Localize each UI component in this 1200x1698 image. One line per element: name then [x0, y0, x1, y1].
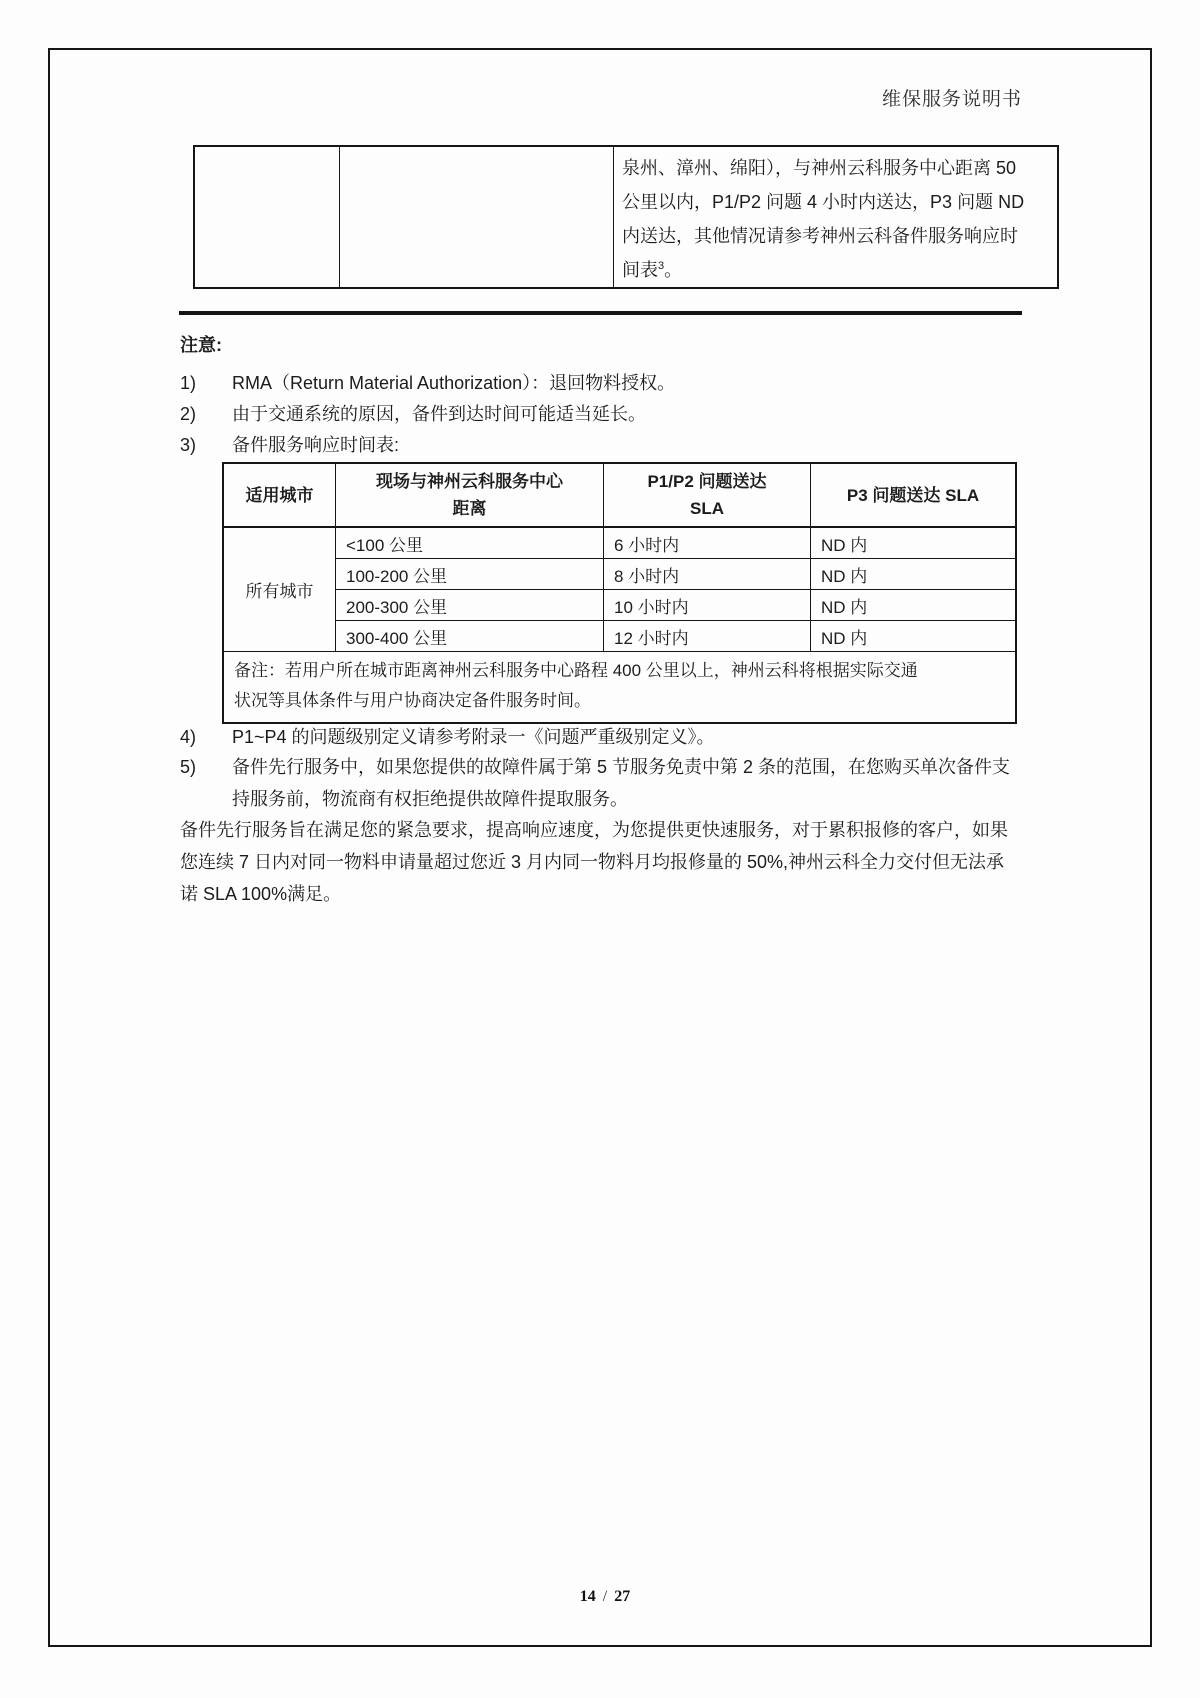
header-cell-distance: [336, 463, 604, 527]
notice-item-3: [180, 434, 399, 456]
notice-item-5: [180, 751, 1010, 815]
header-line: P1/P2 问题送达: [647, 472, 767, 491]
notice-item-4: [180, 726, 715, 748]
empty-cell-left: [194, 146, 340, 288]
list-text: P1~P4 的问题级别定义请参考附录一《问题严重级别定义》。: [232, 727, 715, 747]
list-number: 5): [180, 757, 197, 777]
notice-item-1: [180, 372, 675, 394]
notice-heading: 注意:: [180, 335, 222, 355]
delivery-note-period: 。: [664, 260, 683, 280]
empty-cell-middle: [340, 146, 614, 288]
page-number: [0, 1588, 1200, 1606]
response-time-table: [222, 462, 1017, 724]
p1p2-sla-cell: 8 小时内: [604, 559, 811, 590]
distance-cell: <100 公里: [336, 527, 604, 559]
list-line: 持服务前，物流商有权拒绝提供故障件提取服务。: [232, 789, 628, 809]
page-number-separator: /: [602, 1588, 608, 1605]
remark-line: 状况等具体条件与用户协商决定备件服务时间。: [234, 691, 591, 710]
list-number: 4): [180, 727, 197, 747]
delivery-note-cell: [614, 146, 1059, 288]
p1p2-sla-cell: 12 小时内: [604, 621, 811, 652]
p3-sla-cell: ND 内: [811, 590, 1017, 621]
list-line: [180, 751, 1010, 783]
remark-cell: [223, 652, 1016, 724]
p3-sla-cell: ND 内: [811, 559, 1017, 590]
paragraph-line: 诺 SLA 100%满足。: [180, 884, 342, 904]
table-row: [223, 621, 1016, 652]
header-cell-applicable-cities: 适用城市: [223, 463, 336, 527]
distance-cell: 300-400 公里: [336, 621, 604, 652]
table-row: [223, 559, 1016, 590]
page-number-current: 14: [579, 1588, 596, 1605]
list-text: 备件服务响应时间表:: [232, 435, 400, 455]
page-number-total: 27: [614, 1588, 631, 1605]
list-number: 3): [180, 435, 197, 455]
section-divider-rule: [179, 311, 1022, 315]
distance-cell: 200-300 公里: [336, 590, 604, 621]
p1p2-sla-cell: 10 小时内: [604, 590, 811, 621]
table-row: [223, 527, 1016, 559]
header-cell-p3-sla: P3 问题送达 SLA: [811, 463, 1017, 527]
delivery-note-line: 公里以内，P1/P2 问题 4 小时内送达，P3 问题 ND: [622, 192, 1025, 212]
p3-sla-cell: ND 内: [811, 621, 1017, 652]
footnote-superscript: 3: [658, 260, 665, 272]
list-text: 备件先行服务中，如果您提供的故障件属于第 5 节服务免责中第 2 条的范围，在您购买单次备件支: [232, 757, 1011, 777]
continuation-table: [193, 145, 1059, 289]
delivery-note-line: [622, 253, 1049, 287]
table-header-row: [223, 463, 1016, 527]
header-line: 现场与神州云科服务中心: [376, 472, 563, 491]
paragraph-line: 您连续 7 日内对同一物料申请量超过您近 3 月内同一物料月均报修量的 50%,神州云科全力交付但无法承: [180, 852, 1005, 872]
closing-paragraph: [180, 814, 1008, 910]
list-number: 2): [180, 404, 197, 424]
p3-sla-cell: ND 内: [811, 527, 1017, 559]
delivery-note-line: 泉州、漳州、绵阳），与神州云科服务中心距离 50: [622, 158, 1017, 178]
p1p2-sla-cell: 6 小时内: [604, 527, 811, 559]
distance-cell: 100-200 公里: [336, 559, 604, 590]
header-line: SLA: [690, 499, 724, 518]
list-text: RMA（Return Material Authorization）：退回物料授权。: [232, 373, 676, 393]
notice-item-2: [180, 403, 646, 425]
header-line: 距离: [452, 499, 487, 518]
group-cell-all-cities: 所有城市: [223, 527, 336, 652]
paragraph-line: 备件先行服务旨在满足您的紧急要求，提高响应速度，为您提供更快速服务，对于累积报修的客户，如果: [180, 820, 1008, 840]
list-number: 1): [180, 373, 197, 393]
delivery-note-text: 间表: [622, 260, 658, 280]
header-title: 维保服务说明书: [881, 89, 1022, 110]
table-row: [223, 590, 1016, 621]
remark-line: 备注：若用户所在城市距离神州云科服务中心路程 400 公里以上，神州云科将根据实际交通: [234, 661, 918, 680]
list-text: 由于交通系统的原因，备件到达时间可能适当延长。: [232, 404, 646, 424]
table-row: [194, 146, 1058, 288]
delivery-note-line: 内送达，其他情况请参考神州云科备件服务响应时: [622, 226, 1018, 246]
header-cell-p1p2-sla: [604, 463, 811, 527]
table-remark-row: [223, 652, 1016, 724]
